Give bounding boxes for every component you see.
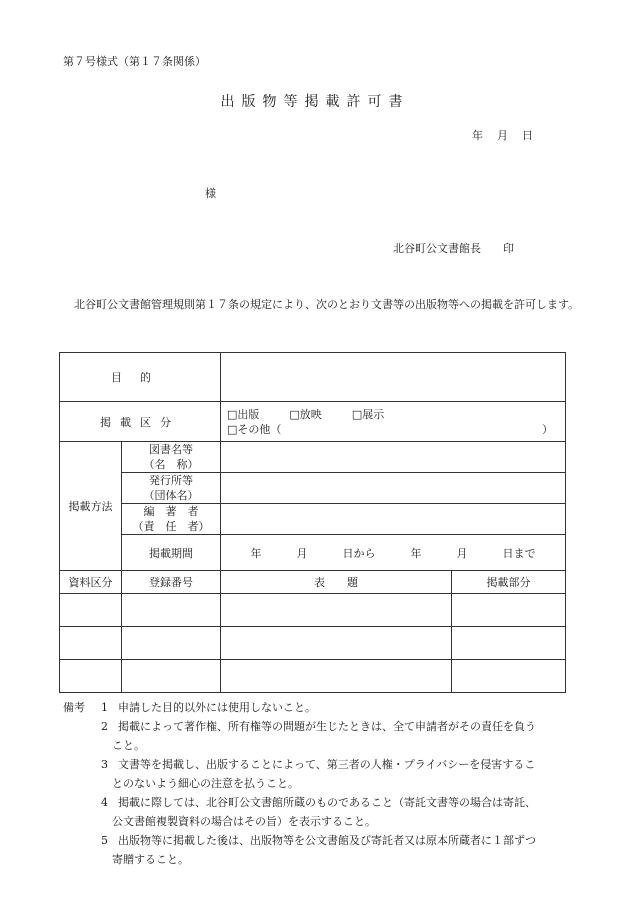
editor-row (60, 504, 566, 535)
title-cell[interactable] (221, 627, 452, 660)
table-row (60, 627, 566, 660)
form-number: 第７号様式（第１７条関係） (63, 55, 206, 68)
portion-cell[interactable] (452, 594, 566, 627)
title-cell[interactable] (221, 594, 452, 627)
note-number: 1 (101, 701, 108, 714)
editor-field[interactable] (221, 504, 566, 535)
note-item-5 (63, 831, 583, 869)
date-year: 年 (472, 129, 483, 142)
material-type-cell[interactable] (60, 627, 122, 660)
note-text: 出版物等に掲載した後は、出版物等を公文書館及び寄託者又は原本所蔵者に１部ずつ (118, 834, 536, 847)
title-cell[interactable] (221, 660, 452, 693)
portion-cell[interactable] (452, 627, 566, 660)
table-row (60, 594, 566, 627)
note-text-cont: とのないよう細心の注意を払うこと。 (112, 777, 299, 790)
page-title: 出版物等掲載許可書 (220, 94, 410, 110)
issuer-line (393, 240, 514, 256)
editor-label: 編 著 者 （責 任 者） (122, 504, 221, 535)
period-to-month: 月 (456, 546, 468, 560)
note-text: 掲載に際しては、北谷町公文書館所蔵のものであること（寄託文書等の場合は寄託、 (118, 796, 536, 809)
note-text-cont: こと。 (112, 739, 145, 752)
other-close-paren: ） (542, 422, 553, 436)
registration-number-cell[interactable] (122, 627, 221, 660)
book-name-label: 図書名等 （名 称） (122, 442, 221, 473)
note-item-1 (63, 698, 583, 717)
period-row (60, 535, 566, 571)
registration-number-cell[interactable] (122, 660, 221, 693)
book-name-row (60, 442, 566, 473)
header-registration-number: 登録番号 (122, 571, 221, 594)
purpose-label: 目的 (60, 353, 221, 402)
option-other-checkbox[interactable]: □その他（ (227, 422, 282, 436)
note-number: 3 (101, 758, 108, 771)
option-broadcast-checkbox[interactable]: □放映 (289, 407, 322, 421)
seal-mark: 印 (503, 242, 514, 255)
date-month: 月 (497, 129, 508, 142)
note-number: 5 (101, 834, 108, 847)
period-field[interactable] (221, 535, 566, 571)
header-material-type: 資料区分 (60, 571, 122, 594)
option-exhibit-checkbox[interactable]: □展示 (351, 407, 385, 421)
issue-date (472, 127, 533, 143)
note-text-cont: 公文書館複製資料の場合はその旨）を表示すること。 (112, 815, 376, 828)
publisher-row (60, 473, 566, 504)
category-options (221, 402, 566, 442)
purpose-row (60, 353, 566, 402)
note-number: 4 (101, 796, 108, 809)
note-item-2 (63, 717, 583, 755)
publisher-label: 発行所等 （団体名） (122, 473, 221, 504)
date-day: 日 (522, 129, 533, 142)
category-label: 掲載区分 (60, 402, 221, 442)
note-text: 掲載によって著作権、所有権等の問題が生じたときは、全て申請者がその責任を負う (118, 720, 536, 733)
note-text-cont: 寄贈すること。 (112, 853, 189, 866)
period-from-year: 年 (250, 546, 262, 560)
permission-text: 北谷町公文書館管理規則第１７条の規定により、次のとおり文書等の出版物等への掲載を許可します。 (74, 298, 580, 311)
note-text: 文書等を掲載し、出版することによって、第三者の人権・プライバシーを侵害するこ (118, 758, 536, 771)
book-name-field[interactable] (221, 442, 566, 473)
publisher-field[interactable] (221, 473, 566, 504)
material-header-row (60, 571, 566, 594)
period-to-year: 年 (410, 546, 422, 560)
header-portion: 掲載部分 (452, 571, 566, 594)
note-text: 申請した目的以外には使用しないこと。 (118, 701, 316, 714)
table-row (60, 660, 566, 693)
permission-table (59, 352, 566, 693)
period-from-month: 月 (296, 546, 308, 560)
category-row (60, 402, 566, 442)
period-from-day: 日から (342, 546, 376, 560)
material-type-cell[interactable] (60, 660, 122, 693)
header-title: 表 題 (221, 571, 452, 594)
period-to-day: 日まで (502, 546, 536, 560)
period-label: 掲載期間 (122, 535, 221, 571)
notes-section (63, 698, 583, 869)
portion-cell[interactable] (452, 660, 566, 693)
method-label: 掲載方法 (60, 442, 122, 571)
option-publish-checkbox[interactable]: □出版 (227, 407, 260, 421)
note-number: 2 (101, 720, 108, 733)
registration-number-cell[interactable] (122, 594, 221, 627)
purpose-field[interactable] (221, 353, 566, 402)
note-item-4 (63, 793, 583, 831)
addressee-suffix: 様 (205, 187, 216, 200)
note-item-3 (63, 755, 583, 793)
material-type-cell[interactable] (60, 594, 122, 627)
issuer-name: 北谷町公文書館長 (393, 242, 481, 255)
notes-label: 備考 (63, 701, 85, 714)
